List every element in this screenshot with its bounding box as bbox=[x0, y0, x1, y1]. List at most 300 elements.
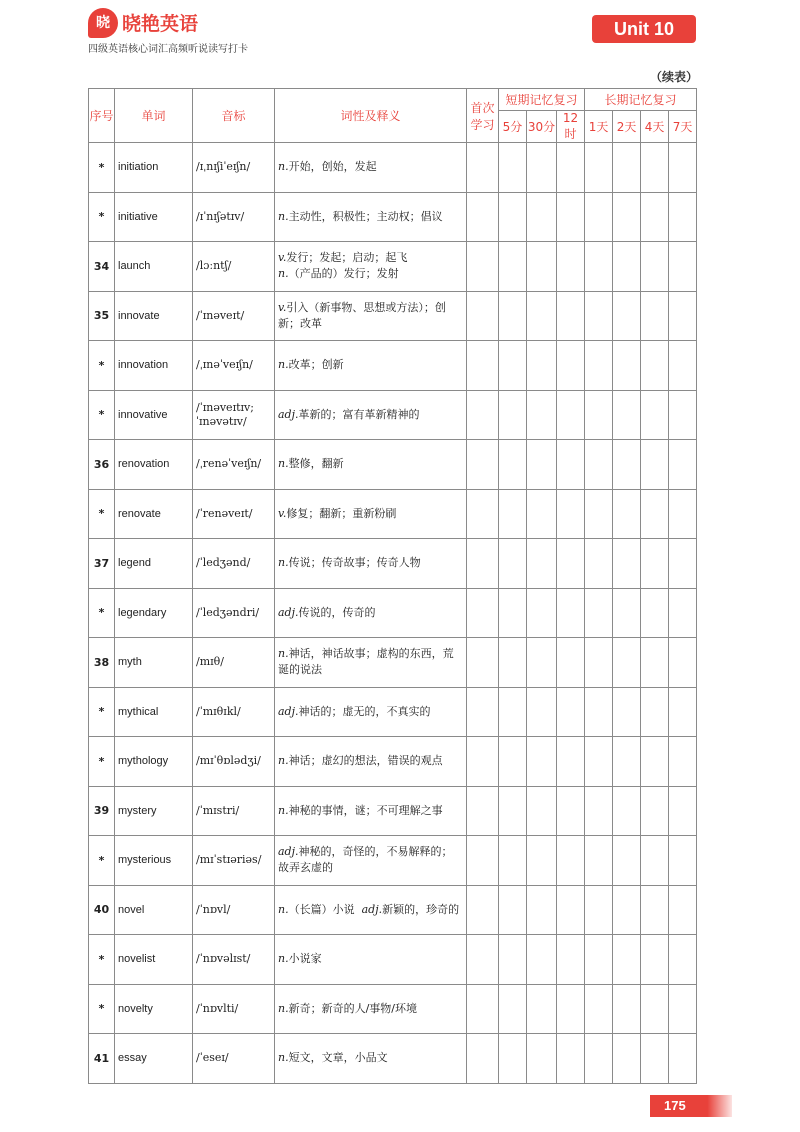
row-index: * bbox=[89, 984, 115, 1034]
definition-text: 传说的，传奇的 bbox=[298, 605, 376, 619]
review-5min-cell[interactable] bbox=[499, 836, 527, 886]
review-12h-cell[interactable] bbox=[557, 638, 585, 688]
review-12h-cell[interactable] bbox=[557, 885, 585, 935]
review-12h-cell[interactable] bbox=[557, 687, 585, 737]
review-4day-cell[interactable] bbox=[641, 588, 669, 638]
review-7day-cell[interactable] bbox=[669, 242, 697, 292]
table-row bbox=[89, 489, 697, 539]
row-definition bbox=[275, 687, 467, 737]
review-2day-cell[interactable] bbox=[613, 539, 641, 589]
row-index: 37 bbox=[89, 539, 115, 589]
review-4day-cell[interactable] bbox=[641, 341, 669, 391]
review-5min-cell[interactable] bbox=[499, 192, 527, 242]
definition-text: 神话的；虚无的，不真实的 bbox=[298, 704, 431, 718]
review-5min-cell[interactable] bbox=[499, 737, 527, 787]
part-of-speech: adj. bbox=[361, 902, 383, 916]
definition-text: 神秘的，奇怪的，不易解释的；故弄玄虚的 bbox=[278, 845, 453, 875]
review-1day-cell[interactable] bbox=[585, 885, 613, 935]
review-7day-cell[interactable] bbox=[669, 291, 697, 341]
vocab-table bbox=[88, 88, 697, 1084]
first-study-cell[interactable] bbox=[467, 291, 499, 341]
review-1day-cell[interactable] bbox=[585, 984, 613, 1034]
row-phonetic: /ˌrenəˈveɪʃn/ bbox=[193, 440, 275, 490]
review-30min-cell[interactable] bbox=[527, 341, 557, 391]
table-row bbox=[89, 885, 697, 935]
row-definition bbox=[275, 440, 467, 490]
review-2day-cell[interactable] bbox=[613, 687, 641, 737]
table-row bbox=[89, 786, 697, 836]
row-index: * bbox=[89, 687, 115, 737]
review-4day-cell[interactable] bbox=[641, 242, 669, 292]
review-1day-cell[interactable] bbox=[585, 836, 613, 886]
review-2day-cell[interactable] bbox=[613, 143, 641, 193]
definition-text: 新奇；新奇的人/事物/环境 bbox=[288, 1001, 418, 1015]
part-of-speech: n. bbox=[278, 754, 289, 768]
row-definition bbox=[275, 143, 467, 193]
part-of-speech: n. bbox=[278, 647, 289, 661]
review-1day-cell[interactable] bbox=[585, 737, 613, 787]
review-2day-cell[interactable] bbox=[613, 638, 641, 688]
table-row bbox=[89, 143, 697, 193]
review-12h-cell[interactable] bbox=[557, 935, 585, 985]
review-4day-cell[interactable] bbox=[641, 539, 669, 589]
table-row bbox=[89, 687, 697, 737]
first-study-cell[interactable] bbox=[467, 143, 499, 193]
definition-text: （长篇）小说 bbox=[288, 902, 355, 916]
table-row bbox=[89, 440, 697, 490]
review-5min-cell[interactable] bbox=[499, 291, 527, 341]
row-definition bbox=[275, 242, 467, 292]
first-study-cell[interactable] bbox=[467, 836, 499, 886]
review-4day-cell[interactable] bbox=[641, 192, 669, 242]
review-5min-cell[interactable] bbox=[499, 588, 527, 638]
review-7day-cell[interactable] bbox=[669, 390, 697, 440]
part-of-speech: n. bbox=[278, 209, 289, 223]
definition-text: 修复；翻新；重新粉刷 bbox=[286, 506, 397, 520]
review-30min-cell[interactable] bbox=[527, 539, 557, 589]
part-of-speech: n. bbox=[278, 267, 289, 281]
definition-text: 小说家 bbox=[288, 952, 322, 966]
review-5min-cell[interactable] bbox=[499, 638, 527, 688]
row-phonetic: /ˌɪnəˈveɪʃn/ bbox=[193, 341, 275, 391]
row-word: mysterious bbox=[115, 836, 193, 886]
review-4day-cell[interactable] bbox=[641, 935, 669, 985]
review-12h-cell[interactable] bbox=[557, 737, 585, 787]
review-5min-cell[interactable] bbox=[499, 390, 527, 440]
first-study-cell[interactable] bbox=[467, 638, 499, 688]
part-of-speech: n. bbox=[278, 457, 289, 471]
review-12h-cell[interactable] bbox=[557, 786, 585, 836]
definition-text: 神秘的事情，谜；不可理解之事 bbox=[288, 803, 443, 817]
definition-text: 发行；发起；启动；起飞 bbox=[286, 251, 408, 265]
review-5min-cell[interactable] bbox=[499, 984, 527, 1034]
review-2day-cell[interactable] bbox=[613, 737, 641, 787]
page-number: 175 bbox=[650, 1095, 732, 1117]
table-row bbox=[89, 539, 697, 589]
row-word: novel bbox=[115, 885, 193, 935]
review-7day-cell[interactable] bbox=[669, 737, 697, 787]
col-word-header: 单词 bbox=[115, 89, 193, 143]
col-1day-header: 1天 bbox=[585, 111, 613, 143]
row-index: * bbox=[89, 390, 115, 440]
review-30min-cell[interactable] bbox=[527, 242, 557, 292]
row-word: essay bbox=[115, 1034, 193, 1084]
review-12h-cell[interactable] bbox=[557, 588, 585, 638]
review-1day-cell[interactable] bbox=[585, 588, 613, 638]
row-phonetic: /ˈrenəveɪt/ bbox=[193, 489, 275, 539]
row-index: * bbox=[89, 143, 115, 193]
row-definition bbox=[275, 638, 467, 688]
row-phonetic: /ˈnɒvlti/ bbox=[193, 984, 275, 1034]
review-7day-cell[interactable] bbox=[669, 588, 697, 638]
part-of-speech: n. bbox=[278, 358, 289, 372]
review-4day-cell[interactable] bbox=[641, 984, 669, 1034]
review-12h-cell[interactable] bbox=[557, 489, 585, 539]
table-row bbox=[89, 291, 697, 341]
review-7day-cell[interactable] bbox=[669, 440, 697, 490]
col-long-term-header: 长期记忆复习 bbox=[585, 89, 697, 111]
table-row bbox=[89, 242, 697, 292]
row-index: * bbox=[89, 192, 115, 242]
review-30min-cell[interactable] bbox=[527, 984, 557, 1034]
row-word: mythology bbox=[115, 737, 193, 787]
review-4day-cell[interactable] bbox=[641, 737, 669, 787]
row-word: mystery bbox=[115, 786, 193, 836]
review-12h-cell[interactable] bbox=[557, 1034, 585, 1084]
review-2day-cell[interactable] bbox=[613, 341, 641, 391]
review-5min-cell[interactable] bbox=[499, 935, 527, 985]
definition-text: 改革；创新 bbox=[288, 358, 344, 372]
row-definition bbox=[275, 291, 467, 341]
row-index: * bbox=[89, 935, 115, 985]
row-definition bbox=[275, 984, 467, 1034]
review-2day-cell[interactable] bbox=[613, 935, 641, 985]
review-1day-cell[interactable] bbox=[585, 440, 613, 490]
first-study-cell[interactable] bbox=[467, 737, 499, 787]
row-definition bbox=[275, 588, 467, 638]
part-of-speech: n. bbox=[278, 1051, 289, 1065]
first-study-cell[interactable] bbox=[467, 1034, 499, 1084]
first-study-cell[interactable] bbox=[467, 242, 499, 292]
row-definition bbox=[275, 489, 467, 539]
col-5min-header: 5分 bbox=[499, 111, 527, 143]
first-study-cell[interactable] bbox=[467, 984, 499, 1034]
row-phonetic: /mɪˈstɪəriəs/ bbox=[193, 836, 275, 886]
table-row bbox=[89, 836, 697, 886]
review-1day-cell[interactable] bbox=[585, 192, 613, 242]
review-1day-cell[interactable] bbox=[585, 242, 613, 292]
definition-text: 整修，翻新 bbox=[288, 457, 344, 471]
review-30min-cell[interactable] bbox=[527, 440, 557, 490]
col-12h-header: 12时 bbox=[557, 111, 585, 143]
definition-text: 传说；传奇故事；传奇人物 bbox=[288, 556, 421, 570]
col-index-header: 序号 bbox=[89, 89, 115, 143]
row-index: * bbox=[89, 836, 115, 886]
review-5min-cell[interactable] bbox=[499, 143, 527, 193]
review-30min-cell[interactable] bbox=[527, 192, 557, 242]
part-of-speech: n. bbox=[278, 902, 289, 916]
definition-text: 神话；虚幻的想法，错误的观点 bbox=[288, 754, 443, 768]
row-phonetic: /ˈledʒəndri/ bbox=[193, 588, 275, 638]
review-1day-cell[interactable] bbox=[585, 143, 613, 193]
review-2day-cell[interactable] bbox=[613, 489, 641, 539]
review-4day-cell[interactable] bbox=[641, 440, 669, 490]
row-phonetic: /ɪˈnɪʃətɪv/ bbox=[193, 192, 275, 242]
col-short-term-header: 短期记忆复习 bbox=[499, 89, 585, 111]
table-row bbox=[89, 588, 697, 638]
first-study-cell[interactable] bbox=[467, 341, 499, 391]
review-12h-cell[interactable] bbox=[557, 539, 585, 589]
review-1day-cell[interactable] bbox=[585, 1034, 613, 1084]
row-index: 36 bbox=[89, 440, 115, 490]
row-definition bbox=[275, 935, 467, 985]
row-phonetic: /lɔːntʃ/ bbox=[193, 242, 275, 292]
col-phonetic-header: 音标 bbox=[193, 89, 275, 143]
review-30min-cell[interactable] bbox=[527, 836, 557, 886]
row-phonetic: /ɪˌnɪʃiˈeɪʃn/ bbox=[193, 143, 275, 193]
review-4day-cell[interactable] bbox=[641, 687, 669, 737]
review-7day-cell[interactable] bbox=[669, 1034, 697, 1084]
first-study-cell[interactable] bbox=[467, 192, 499, 242]
row-word: myth bbox=[115, 638, 193, 688]
review-2day-cell[interactable] bbox=[613, 836, 641, 886]
col-first-study-header: 首次学习 bbox=[467, 89, 499, 143]
row-definition bbox=[275, 737, 467, 787]
table-row bbox=[89, 935, 697, 985]
review-1day-cell[interactable] bbox=[585, 341, 613, 391]
first-study-cell[interactable] bbox=[467, 687, 499, 737]
review-5min-cell[interactable] bbox=[499, 242, 527, 292]
first-study-cell[interactable] bbox=[467, 885, 499, 935]
row-phonetic: /mɪˈθɒlədʒi/ bbox=[193, 737, 275, 787]
row-phonetic: /ˈɪnəveɪtɪv; ˈɪnəvətɪv/ bbox=[193, 390, 275, 440]
row-word: novelist bbox=[115, 935, 193, 985]
first-study-cell[interactable] bbox=[467, 489, 499, 539]
row-index: 40 bbox=[89, 885, 115, 935]
review-5min-cell[interactable] bbox=[499, 885, 527, 935]
review-1day-cell[interactable] bbox=[585, 291, 613, 341]
review-7day-cell[interactable] bbox=[669, 341, 697, 391]
review-7day-cell[interactable] bbox=[669, 984, 697, 1034]
review-7day-cell[interactable] bbox=[669, 192, 697, 242]
row-phonetic: /ˈɪnəveɪt/ bbox=[193, 291, 275, 341]
part-of-speech: n. bbox=[278, 1001, 289, 1015]
review-7day-cell[interactable] bbox=[669, 836, 697, 886]
row-phonetic: /ˈmɪθɪkl/ bbox=[193, 687, 275, 737]
review-2day-cell[interactable] bbox=[613, 440, 641, 490]
review-30min-cell[interactable] bbox=[527, 687, 557, 737]
review-30min-cell[interactable] bbox=[527, 737, 557, 787]
review-5min-cell[interactable] bbox=[499, 489, 527, 539]
row-phonetic: /ˈeseɪ/ bbox=[193, 1034, 275, 1084]
review-2day-cell[interactable] bbox=[613, 291, 641, 341]
unit-badge: Unit 10 bbox=[592, 15, 696, 43]
row-index: 35 bbox=[89, 291, 115, 341]
review-30min-cell[interactable] bbox=[527, 1034, 557, 1084]
part-of-speech: adj. bbox=[278, 704, 299, 718]
review-4day-cell[interactable] bbox=[641, 143, 669, 193]
table-row bbox=[89, 1034, 697, 1084]
review-12h-cell[interactable] bbox=[557, 291, 585, 341]
row-index: * bbox=[89, 737, 115, 787]
review-4day-cell[interactable] bbox=[641, 786, 669, 836]
row-word: novelty bbox=[115, 984, 193, 1034]
row-word: renovate bbox=[115, 489, 193, 539]
brand-logo-icon: 晓 bbox=[88, 8, 118, 38]
review-5min-cell[interactable] bbox=[499, 1034, 527, 1084]
brand-title: 晓艳英语 bbox=[122, 13, 199, 35]
review-12h-cell[interactable] bbox=[557, 143, 585, 193]
review-7day-cell[interactable] bbox=[669, 638, 697, 688]
part-of-speech: adj. bbox=[278, 845, 299, 859]
review-1day-cell[interactable] bbox=[585, 786, 613, 836]
review-1day-cell[interactable] bbox=[585, 390, 613, 440]
review-30min-cell[interactable] bbox=[527, 638, 557, 688]
continued-label: （续表） bbox=[650, 70, 699, 84]
review-30min-cell[interactable] bbox=[527, 291, 557, 341]
review-4day-cell[interactable] bbox=[641, 885, 669, 935]
definition-text: 短文，文章，小品文 bbox=[288, 1051, 388, 1065]
review-12h-cell[interactable] bbox=[557, 836, 585, 886]
review-1day-cell[interactable] bbox=[585, 489, 613, 539]
row-word: initiation bbox=[115, 143, 193, 193]
review-30min-cell[interactable] bbox=[527, 588, 557, 638]
definition-text: （产品的）发行；发射 bbox=[288, 267, 399, 281]
review-1day-cell[interactable] bbox=[585, 935, 613, 985]
review-2day-cell[interactable] bbox=[613, 242, 641, 292]
row-definition bbox=[275, 786, 467, 836]
review-5min-cell[interactable] bbox=[499, 786, 527, 836]
definition-text: 主动性，积极性；主动权；倡议 bbox=[288, 209, 443, 223]
col-definition-header: 词性及释义 bbox=[275, 89, 467, 143]
review-2day-cell[interactable] bbox=[613, 885, 641, 935]
row-phonetic: /ˈledʒənd/ bbox=[193, 539, 275, 589]
row-definition bbox=[275, 539, 467, 589]
definition-text: 新颖的，珍奇的 bbox=[382, 902, 460, 916]
row-index: * bbox=[89, 341, 115, 391]
review-4day-cell[interactable] bbox=[641, 1034, 669, 1084]
row-definition bbox=[275, 1034, 467, 1084]
part-of-speech: adj. bbox=[278, 407, 299, 421]
row-word: innovative bbox=[115, 390, 193, 440]
part-of-speech: n. bbox=[278, 556, 289, 570]
review-12h-cell[interactable] bbox=[557, 341, 585, 391]
review-12h-cell[interactable] bbox=[557, 390, 585, 440]
col-4day-header: 4天 bbox=[641, 111, 669, 143]
definition-text: 开始，创始，发起 bbox=[288, 160, 377, 174]
part-of-speech: n. bbox=[278, 803, 289, 817]
col-7day-header: 7天 bbox=[669, 111, 697, 143]
review-2day-cell[interactable] bbox=[613, 588, 641, 638]
review-7day-cell[interactable] bbox=[669, 489, 697, 539]
review-4day-cell[interactable] bbox=[641, 291, 669, 341]
part-of-speech: n. bbox=[278, 952, 289, 966]
first-study-cell[interactable] bbox=[467, 539, 499, 589]
review-2day-cell[interactable] bbox=[613, 984, 641, 1034]
review-12h-cell[interactable] bbox=[557, 440, 585, 490]
first-study-cell[interactable] bbox=[467, 786, 499, 836]
row-phonetic: /mɪθ/ bbox=[193, 638, 275, 688]
review-30min-cell[interactable] bbox=[527, 390, 557, 440]
definition-text: 革新的；富有革新精神的 bbox=[298, 407, 420, 421]
definition-text: 神话，神话故事；虚构的东西，荒诞的说法 bbox=[278, 647, 454, 677]
row-phonetic: /ˈnɒvl/ bbox=[193, 885, 275, 935]
review-2day-cell[interactable] bbox=[613, 192, 641, 242]
review-30min-cell[interactable] bbox=[527, 786, 557, 836]
review-5min-cell[interactable] bbox=[499, 341, 527, 391]
review-4day-cell[interactable] bbox=[641, 836, 669, 886]
review-1day-cell[interactable] bbox=[585, 638, 613, 688]
review-12h-cell[interactable] bbox=[557, 984, 585, 1034]
review-12h-cell[interactable] bbox=[557, 242, 585, 292]
review-7day-cell[interactable] bbox=[669, 539, 697, 589]
first-study-cell[interactable] bbox=[467, 588, 499, 638]
review-1day-cell[interactable] bbox=[585, 687, 613, 737]
col-2day-header: 2天 bbox=[613, 111, 641, 143]
row-index: 41 bbox=[89, 1034, 115, 1084]
review-2day-cell[interactable] bbox=[613, 1034, 641, 1084]
row-definition bbox=[275, 341, 467, 391]
review-2day-cell[interactable] bbox=[613, 390, 641, 440]
review-5min-cell[interactable] bbox=[499, 687, 527, 737]
part-of-speech: n. bbox=[278, 160, 289, 174]
row-word: innovation bbox=[115, 341, 193, 391]
review-30min-cell[interactable] bbox=[527, 885, 557, 935]
row-word: renovation bbox=[115, 440, 193, 490]
row-index: 38 bbox=[89, 638, 115, 688]
table-row bbox=[89, 638, 697, 688]
review-7day-cell[interactable] bbox=[669, 885, 697, 935]
row-word: mythical bbox=[115, 687, 193, 737]
row-index: 39 bbox=[89, 786, 115, 836]
review-7day-cell[interactable] bbox=[669, 935, 697, 985]
first-study-cell[interactable] bbox=[467, 440, 499, 490]
row-phonetic: /ˈnɒvəlɪst/ bbox=[193, 935, 275, 985]
row-word: initiative bbox=[115, 192, 193, 242]
part-of-speech: v. bbox=[278, 300, 287, 314]
row-word: legend bbox=[115, 539, 193, 589]
brand-subtitle: 四级英语核心词汇高频听说读写打卡 bbox=[88, 44, 248, 55]
row-word: innovate bbox=[115, 291, 193, 341]
first-study-cell[interactable] bbox=[467, 935, 499, 985]
row-definition bbox=[275, 836, 467, 886]
review-1day-cell[interactable] bbox=[585, 539, 613, 589]
review-7day-cell[interactable] bbox=[669, 143, 697, 193]
review-4day-cell[interactable] bbox=[641, 489, 669, 539]
review-5min-cell[interactable] bbox=[499, 440, 527, 490]
review-30min-cell[interactable] bbox=[527, 143, 557, 193]
review-12h-cell[interactable] bbox=[557, 192, 585, 242]
review-4day-cell[interactable] bbox=[641, 390, 669, 440]
review-4day-cell[interactable] bbox=[641, 638, 669, 688]
review-30min-cell[interactable] bbox=[527, 935, 557, 985]
row-definition bbox=[275, 192, 467, 242]
row-word: launch bbox=[115, 242, 193, 292]
first-study-cell[interactable] bbox=[467, 390, 499, 440]
row-index: * bbox=[89, 588, 115, 638]
page-header bbox=[0, 0, 800, 84]
row-word: legendary bbox=[115, 588, 193, 638]
review-5min-cell[interactable] bbox=[499, 539, 527, 589]
row-phonetic: /ˈmɪstri/ bbox=[193, 786, 275, 836]
review-30min-cell[interactable] bbox=[527, 489, 557, 539]
review-2day-cell[interactable] bbox=[613, 786, 641, 836]
row-definition bbox=[275, 390, 467, 440]
review-7day-cell[interactable] bbox=[669, 687, 697, 737]
review-7day-cell[interactable] bbox=[669, 786, 697, 836]
row-definition bbox=[275, 885, 467, 935]
row-index: 34 bbox=[89, 242, 115, 292]
